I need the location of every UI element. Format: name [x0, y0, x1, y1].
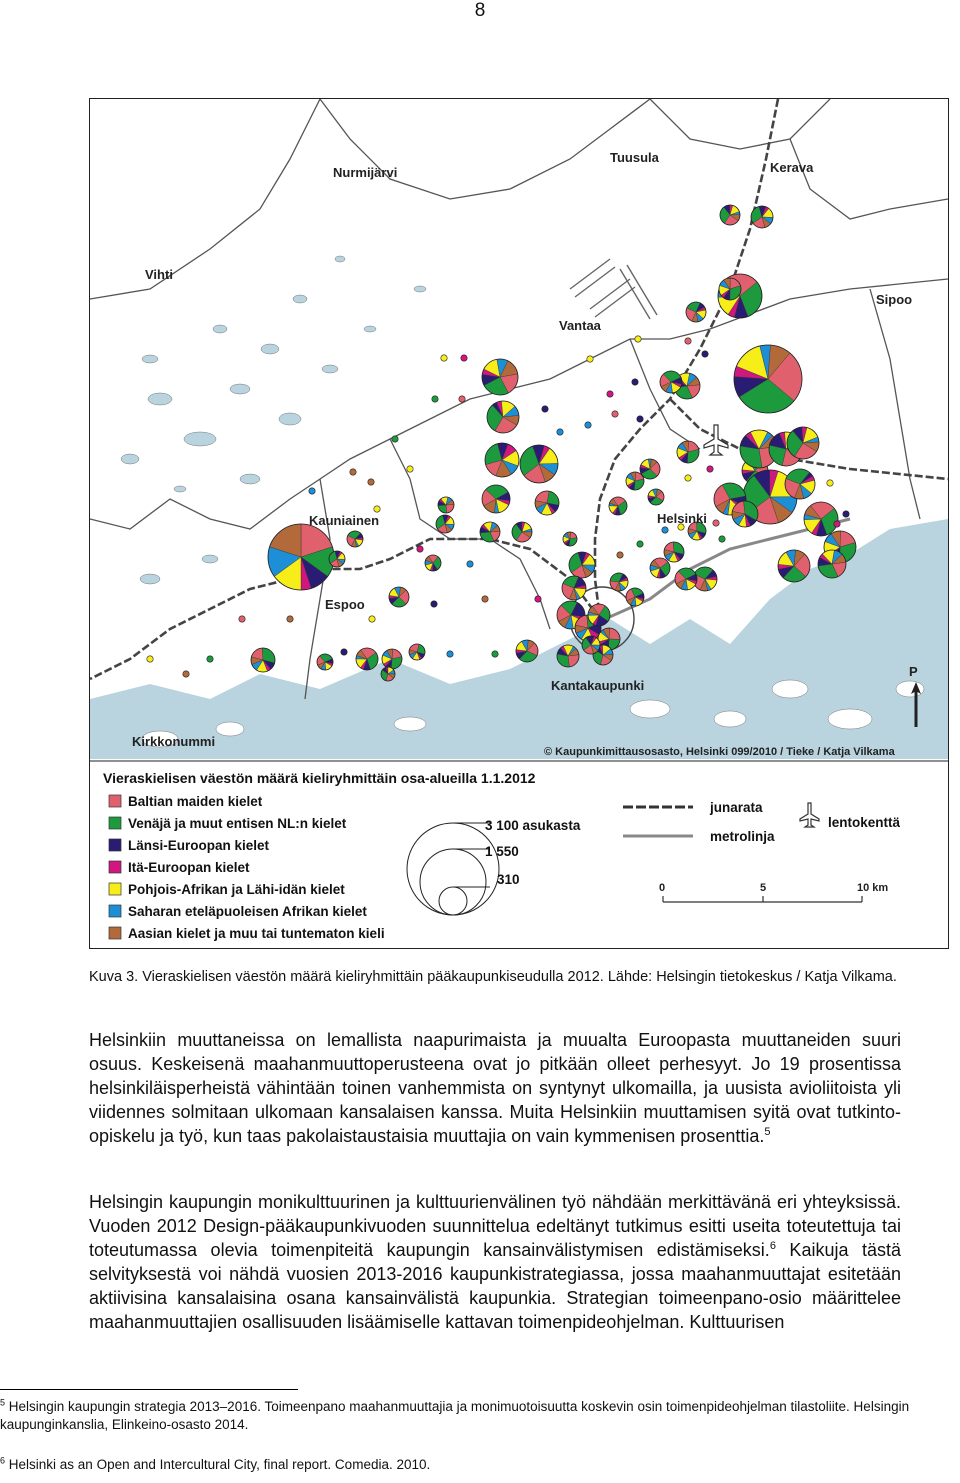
map-figure: [89, 98, 949, 949]
scale-tick-0: 0: [659, 882, 666, 894]
scale-tick-10: 10 km: [857, 882, 889, 894]
legend-swatch-north-africa: [109, 883, 121, 895]
pie-symbol: [356, 648, 378, 670]
legend-title: Vieraskielisen väestön määrä kieliryhmittäin osa-alueilla 1.1.2012: [103, 770, 536, 786]
label-kirkkonummi: Kirkkonummi: [132, 734, 216, 749]
pie-symbol-small: [447, 651, 453, 657]
airport-runways: [570, 259, 657, 319]
footnote-6-text: Helsinki as an Open and Intercultural City, final report. Comedia. 2010.: [8, 1457, 431, 1472]
legend-swatch-sub-saharan: [109, 905, 121, 917]
pie-symbol: [485, 443, 519, 477]
legend-swatch-asian: [109, 927, 121, 939]
pie-symbol-small: [707, 466, 713, 472]
pie-symbol-small: [369, 616, 375, 622]
pie-symbol-small: [719, 536, 725, 542]
pie-symbol: [520, 445, 558, 483]
pie-symbol: [268, 524, 334, 590]
pie-symbol: [640, 459, 660, 479]
pie-symbol: [664, 542, 684, 562]
pie-symbol: [317, 654, 333, 670]
label-helsinki: Helsinki: [657, 511, 707, 526]
pie-symbol: [720, 205, 740, 225]
pie-symbol-small: [183, 671, 189, 677]
pie-symbol: [569, 552, 595, 578]
page-number: 8: [474, 0, 486, 21]
pie-symbol-small: [843, 511, 849, 517]
pie-symbol-small: [417, 546, 423, 552]
legend-swatch-east-europe: [109, 861, 121, 873]
paragraph-1-text: Helsinkiin muuttaneissa on lemallista naapurimaista ja muualta Euroopasta muuttaneiden suuri osuus. Keskeisenä maahanmuuttoperusteena ovat jo pitkään olleet perhesyyt. Jo 19 prosentissa helsinkiläisperheistä vähintään toinen vanhemmista on syntynyt ulkomailla, ja uusista avioliitoista yli viidennes solmitaan ulkomaan kansalaisen kanssa. Muita Helsinkiin muuttamisen syitä ovat tutkinto-opiskelu ja työ, kun taas pakolaistaustaisia muuttajia on vain kymmenisen prosenttia.: [89, 1030, 901, 1146]
pie-symbol-small: [702, 351, 708, 357]
pie-symbol: [778, 550, 810, 582]
legend-size-large: 3 100 asukasta: [485, 818, 581, 833]
lakes: [121, 256, 426, 584]
pie-symbol: [732, 501, 758, 527]
pie-symbol-small: [542, 406, 548, 412]
pie-symbol-small: [239, 616, 245, 622]
pie-symbol: [557, 645, 579, 667]
legend-label-baltic: Baltian maiden kielet: [128, 794, 263, 809]
pie-symbol-small: [461, 355, 467, 361]
pie-symbol: [734, 345, 802, 413]
pie-symbol: [487, 401, 519, 433]
pie-symbol-small: [713, 520, 719, 526]
pie-symbol-small: [585, 422, 591, 428]
pie-symbol-small: [207, 656, 213, 662]
pie-symbol: [626, 588, 644, 606]
pie-symbol-small: [467, 561, 473, 567]
pie-symbol: [610, 573, 628, 591]
pie-symbol-small: [635, 336, 641, 342]
legend-label-airport: lentokenttä: [828, 815, 901, 830]
pie-symbol-small: [459, 396, 465, 402]
pie-symbol-small: [287, 616, 293, 622]
pie-symbol-small: [617, 552, 623, 558]
map-copyright: © Kaupunkimittausosasto, Helsinki 099/2010 / Tieke / Katja Vilkama: [544, 746, 895, 758]
north-label: P: [909, 664, 918, 679]
pie-symbol-small: [431, 601, 437, 607]
pie-symbol: [535, 491, 559, 515]
footnote-5: [0, 1398, 960, 1434]
pie-symbol-small: [685, 475, 691, 481]
paragraph-2-text-b: Kaikuja tästä selvityksestä voi nähdä vuosien 2013-2016 kaupunkistrategiassa, jossa maahanmuuttajat esitetään aktiivisina kansalaisina osana kansainvälistä kaupunkia. Strategian toimeenpano-osio määrittelee maahanmuuttajien osallisuuden lisäämiselle kattavan toimenpideohjelman. Kulttuurisen: [89, 1240, 901, 1332]
legend-label-west-europe: Länsi-Euroopan kielet: [128, 838, 270, 853]
pie-symbol-small: [441, 355, 447, 361]
pie-symbol-small: [632, 379, 638, 385]
pie-symbol-small: [535, 596, 541, 602]
pie-symbol: [609, 497, 627, 515]
pie-symbol-small: [432, 396, 438, 402]
pie-symbol: [516, 640, 538, 662]
pie-symbol-small: [637, 541, 643, 547]
label-sipoo: Sipoo: [876, 292, 913, 307]
pie-symbol-small: [607, 391, 613, 397]
legend-label-north-africa: Pohjois-Afrikan ja Lähi-idän kielet: [128, 882, 345, 897]
pie-symbol-small: [685, 338, 691, 344]
pie-symbol: [648, 489, 664, 505]
label-kantakaupunki: Kantakaupunki: [551, 678, 645, 693]
footnote-5-number: 5: [0, 1397, 6, 1408]
pie-symbol: [436, 515, 454, 533]
label-kauniainen: Kauniainen: [309, 513, 380, 528]
pie-symbol-small: [350, 469, 356, 475]
pie-symbol-small: [827, 480, 833, 486]
pie-symbol: [626, 472, 644, 490]
pie-symbol: [409, 644, 425, 660]
pie-symbol-small: [309, 488, 315, 494]
label-kerava: Kerava: [770, 160, 814, 175]
pie-symbol-small: [662, 527, 668, 533]
paragraph-2-text-a: Helsingin kaupungin monikulttuurinen ja kulttuurienvälinen työ nähdään merkittävänä eri yhteyksissä. Vuoden 2012 Design-pääkaupunkivuoden suunnittelua edeltänyt tutkimus esitti useita toteutettuja tai toteutumassa olevia toimenpiteitä kaupungin kansainvälistymisen edistämiseksi.: [89, 1192, 901, 1260]
pie-symbol: [381, 667, 395, 681]
pie-symbol: [425, 555, 441, 571]
pie-symbol: [677, 441, 699, 463]
label-espoo: Espoo: [325, 597, 365, 612]
pie-symbol-small: [368, 479, 374, 485]
pie-symbol-small: [587, 356, 593, 362]
pie-symbol: [251, 648, 275, 672]
legend-size-small: 310: [497, 872, 520, 887]
pie-symbol-small: [147, 656, 153, 662]
legend-swatch-russian: [109, 817, 121, 829]
pie-symbol-small: [407, 466, 413, 472]
legend-label-rail: junarata: [710, 800, 763, 815]
pie-symbol: [438, 497, 454, 513]
pie-symbol-small: [341, 649, 347, 655]
pie-symbol: [804, 502, 838, 536]
legend-label-asian: Aasian kielet ja muu tai tuntematon kieli: [128, 926, 385, 941]
pie-symbol: [818, 550, 846, 578]
pie-symbol-small: [557, 429, 563, 435]
pie-symbol: [675, 568, 697, 590]
pie-symbol: [329, 551, 345, 567]
label-tuusula: Tuusula: [610, 150, 659, 165]
pie-symbol: [480, 522, 500, 542]
paragraph-1: [89, 1028, 901, 1148]
legend-swatch-baltic: [109, 795, 121, 807]
pie-symbol: [751, 206, 773, 228]
pie-symbol-small: [392, 436, 398, 442]
pie-symbol: [588, 604, 610, 626]
pie-symbol: [785, 469, 815, 499]
footnote-divider: [0, 1389, 298, 1390]
pie-symbol-small: [492, 651, 498, 657]
legend-label-russian: Venäjä ja muut entisen NL:n kielet: [128, 816, 347, 831]
pie-symbol-small: [834, 521, 840, 527]
pie-symbol-small: [374, 506, 380, 512]
pie-symbol: [562, 576, 586, 600]
pie-symbol-small: [637, 416, 643, 422]
pie-symbol: [660, 371, 682, 393]
footnote-5-text: Helsingin kaupungin strategia 2013–2016. Toimeenpano maahanmuuttajia ja monimuotoisuutta koskevin osin toimenpideohjelman tilastoliite. Helsingin kaupunginkanslia, Elinkeino-osasto 2014.: [0, 1399, 910, 1432]
label-nurmijarvi: Nurmijärvi: [333, 165, 398, 180]
legend-label-sub-saharan: Saharan eteläpuoleisen Afrikan kielet: [128, 904, 367, 919]
figure-caption: Kuva 3. Vieraskielisen väestön määrä kieliryhmittäin pääkaupunkiseudulla 2012. Lähde: Helsingin tietokeskus / Katja Vilkama.: [89, 969, 897, 985]
legend-swatch-west-europe: [109, 839, 121, 851]
pie-symbol: [582, 636, 600, 654]
pie-symbol: [482, 485, 510, 513]
footnote-6: [0, 1456, 960, 1474]
pie-symbol: [650, 558, 670, 578]
sea-area: [90, 519, 948, 759]
pie-symbol: [347, 531, 363, 547]
scale-tick-5: 5: [760, 882, 767, 894]
legend-label-east-europe: Itä-Euroopan kielet: [128, 860, 250, 875]
pie-symbol-small: [612, 411, 618, 417]
pie-symbol: [512, 522, 532, 542]
footnote-ref-6[interactable]: 6: [769, 1240, 776, 1252]
legend-size-medium: 1 550: [485, 844, 519, 859]
pie-symbol-small: [482, 596, 488, 602]
footnote-ref-5[interactable]: 5: [764, 1126, 771, 1138]
pie-symbol: [389, 587, 409, 607]
pie-symbols: [147, 205, 856, 681]
label-vantaa: Vantaa: [559, 318, 601, 333]
legend-label-metro: metrolinja: [710, 829, 775, 844]
label-vihti: Vihti: [145, 267, 173, 282]
pie-symbol: [787, 427, 819, 459]
paragraph-2: [89, 1190, 901, 1334]
legend-box: [90, 761, 948, 948]
pie-symbol: [686, 302, 706, 322]
pie-symbol: [719, 278, 741, 300]
pie-symbol: [563, 532, 577, 546]
pie-symbol: [382, 649, 402, 669]
pie-symbol: [482, 359, 518, 395]
footnote-6-number: 6: [0, 1455, 6, 1466]
